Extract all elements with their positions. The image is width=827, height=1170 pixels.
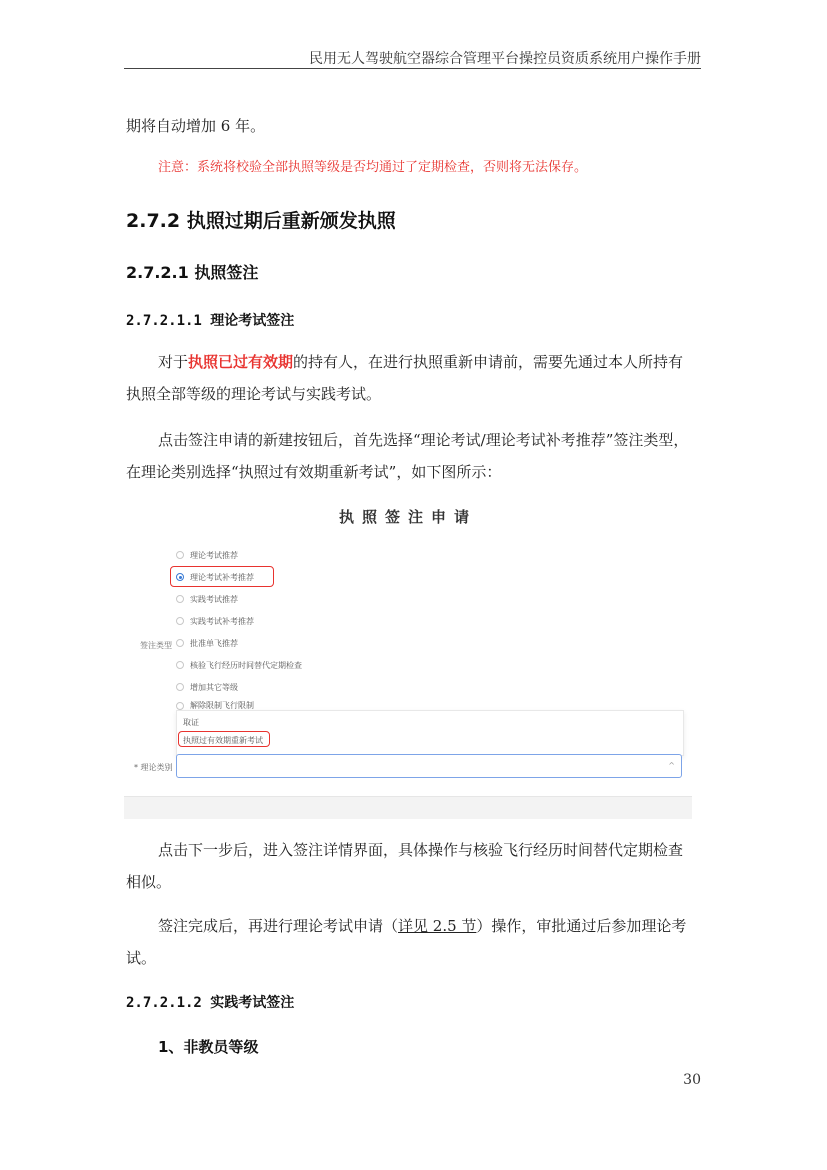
radio-option-label: 理论考试推荐 <box>190 550 238 560</box>
radio-unchecked-icon <box>176 617 184 625</box>
radio-option-label: 核验飞行经历时间替代定期检查 <box>190 660 302 670</box>
endorsement-form-screenshot <box>124 498 692 818</box>
paragraph-1-start: 对于 <box>158 353 189 371</box>
section-link-2-5[interactable]: 详见 2.5 节 <box>398 917 477 935</box>
radio-option-theory-exam[interactable] <box>176 546 238 564</box>
radio-option-label: 增加其它等级 <box>190 682 238 692</box>
form-title: 执照签注申请 <box>338 508 477 526</box>
highlight-box-expired-option <box>178 731 270 747</box>
radio-option-label: 实践考试补考推荐 <box>190 616 254 626</box>
category-select[interactable] <box>176 754 682 778</box>
paragraph-continued: 期将自动增加 6 年。 <box>126 117 266 135</box>
paragraph-4-start: 签注完成后，再进行理论考试申请（ <box>158 917 399 935</box>
chevron-up-icon: ^ <box>668 761 675 770</box>
radio-option-label: 解除限制飞行限制 <box>190 701 254 710</box>
radio-option-verify-flight-time[interactable] <box>176 656 302 674</box>
radio-option-label: 理论考试补考推荐 <box>190 572 254 582</box>
type-field-label: 签注类型 <box>140 641 172 650</box>
note-text: 注意：系统将校验全部执照等级是否均通过了定期检查，否则将无法保存。 <box>158 160 588 175</box>
paragraph-4 <box>126 910 692 974</box>
section-heading-2-7-2-1: 2.7.2.1 执照签注 <box>126 263 259 282</box>
radio-unchecked-icon <box>176 595 184 603</box>
radio-option-remove-restriction[interactable] <box>176 698 254 710</box>
dropdown-option-expired-reexam[interactable]: 执照过有效期重新考试 <box>183 736 263 745</box>
highlight-expired: 执照已过有效期 <box>188 353 294 371</box>
radio-unchecked-icon <box>176 661 184 669</box>
radio-unchecked-icon <box>176 683 184 691</box>
section-heading-2-7-2-1-2: 2.7.2.1.2 实践考试签注 <box>126 995 295 1011</box>
section-heading-2-7-2-1-1: 2.7.2.1.1 理论考试签注 <box>126 313 295 329</box>
radio-unchecked-icon <box>176 702 184 710</box>
radio-option-label: 批准单飞推荐 <box>190 638 238 648</box>
page-number: 30 <box>683 1072 701 1088</box>
paragraph-1-end: 的持有人，在进行执照重新申请前，需要先通过本人所持有执照全部等级的理论考试与实践考试。 <box>126 353 684 403</box>
radio-unchecked-icon <box>176 639 184 647</box>
radio-option-label: 实践考试推荐 <box>190 594 238 604</box>
radio-option-practical-exam[interactable] <box>176 590 238 608</box>
paragraph-1 <box>126 346 692 410</box>
running-header: 民用无人驾驶航空器综合管理平台操控员资质系统用户操作手册 <box>309 51 701 67</box>
subheading-non-instructor: 1、非教员等级 <box>158 1038 259 1056</box>
radio-option-add-rating[interactable] <box>176 678 238 696</box>
paragraph-3: 点击下一步后，进入签注详情界面，具体操作与核验飞行经历时间替代定期检查相似。 <box>126 841 684 891</box>
highlight-box-selected-type <box>170 566 274 587</box>
radio-option-practical-retake[interactable] <box>176 612 254 630</box>
category-field-label: * 理论类别 <box>134 763 173 772</box>
header-rule <box>124 68 701 69</box>
section-heading-2-7-2: 2.7.2 执照过期后重新颁发执照 <box>126 210 396 232</box>
radio-unchecked-icon <box>176 551 184 559</box>
dropdown-option-certification[interactable]: 取证 <box>183 718 199 727</box>
paragraph-4-end: ）操作，审批通过后参加理论考试。 <box>126 917 687 967</box>
form-footer-bar <box>124 796 692 819</box>
radio-option-solo-flight[interactable] <box>176 634 238 652</box>
paragraph-2: 点击签注申请的新建按钮后，首先选择“理论考试/理论考试补考推荐”签注类型，在理论类别选择“执照过有效期重新考试”，如下图所示： <box>126 431 689 481</box>
